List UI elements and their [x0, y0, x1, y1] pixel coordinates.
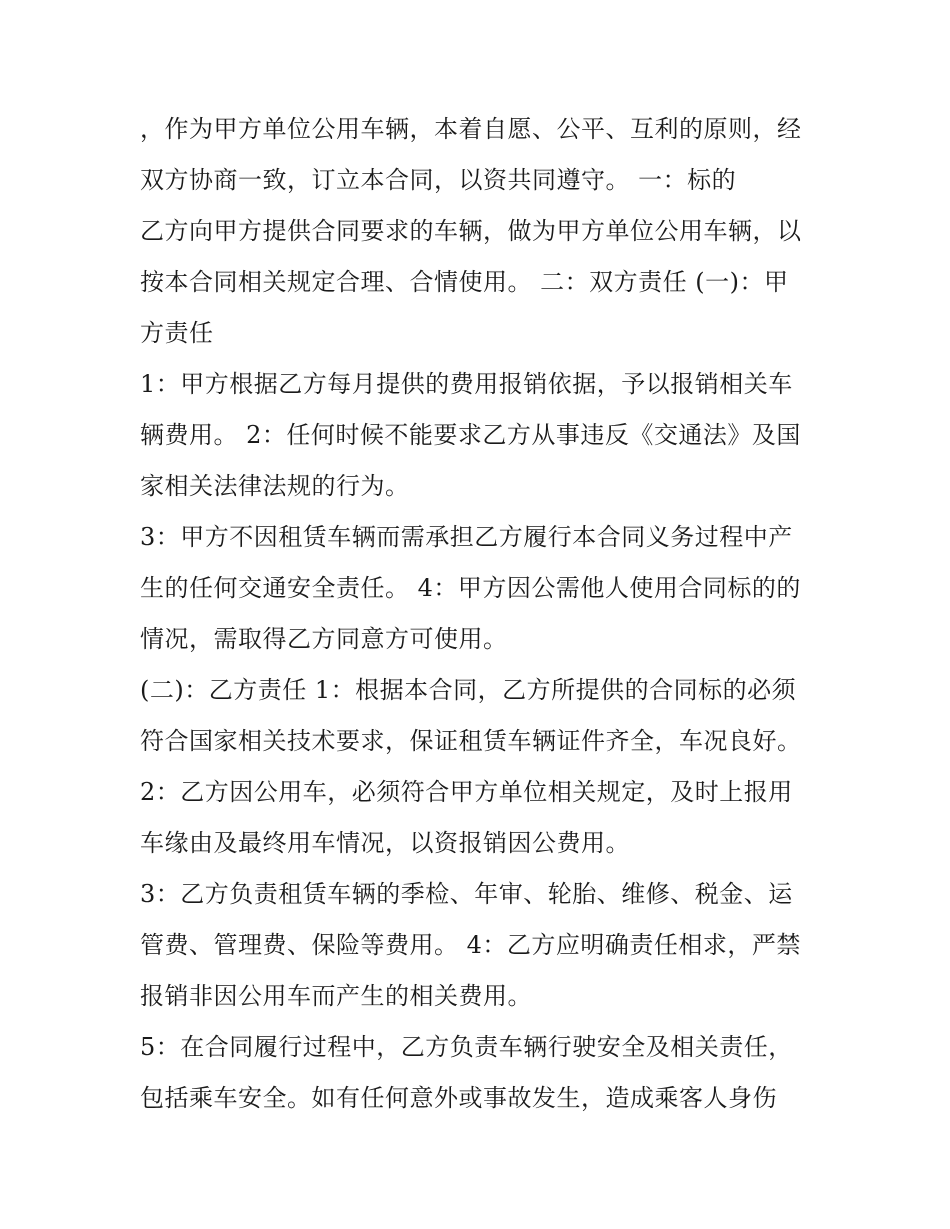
text-line: ，作为甲方单位公用车辆，本着自愿、公平、互利的原则，经 — [140, 115, 802, 143]
text-line: 车缘由及最终用车情况，以资报销因公费用。 — [140, 829, 630, 857]
text-line: 管费、管理费、保险等费用。 4：乙方应明确责任相求，严禁 — [140, 931, 801, 959]
text-line: 1：甲方根据乙方每月提供的费用报销依据，予以报销相关车 — [140, 370, 793, 398]
text-line: 2：乙方因公用车，必须符合甲方单位相关规定，及时上报用 — [140, 778, 793, 806]
text-line: 生的任何交通安全责任。 4：甲方因公需他人使用合同标的的 — [140, 574, 801, 602]
text-line: 情况，需取得乙方同意方可使用。 — [140, 625, 508, 653]
text-line: 双方协商一致，订立本合同，以资共同遵守。 一：标的 — [140, 166, 737, 194]
document-body — [140, 104, 820, 1124]
text-line: 家相关法律法规的行为。 — [140, 472, 410, 500]
text-line: 乙方向甲方提供合同要求的车辆，做为甲方单位公用车辆，以 — [140, 217, 802, 245]
text-line: 3：乙方负责租赁车辆的季检、年审、轮胎、维修、税金、运 — [140, 880, 793, 908]
text-line: 辆费用。 2：任何时候不能要求乙方从事违反《交通法》及国 — [140, 421, 801, 449]
text-line: (二)：乙方责任 1：根据本合同，乙方所提供的合同标的必须 — [140, 676, 797, 704]
text-line: 报销非因公用车而产生的相关费用。 — [140, 982, 532, 1010]
text-line: 符合国家相关技术要求，保证租赁车辆证件齐全，车况良好。 — [140, 727, 802, 755]
text-line: 按本合同相关规定合理、合情使用。 二：双方责任 (一)：甲 — [140, 268, 789, 296]
text-line: 5：在合同履行过程中，乙方负责车辆行驶安全及相关责任， — [140, 1033, 793, 1061]
text-line: 方责任 — [140, 319, 214, 347]
text-line: 包括乘车安全。如有任何意外或事故发生，造成乘客人身伤 — [140, 1084, 777, 1112]
text-line: 3：甲方不因租赁车辆而需承担乙方履行本合同义务过程中产 — [140, 523, 793, 551]
